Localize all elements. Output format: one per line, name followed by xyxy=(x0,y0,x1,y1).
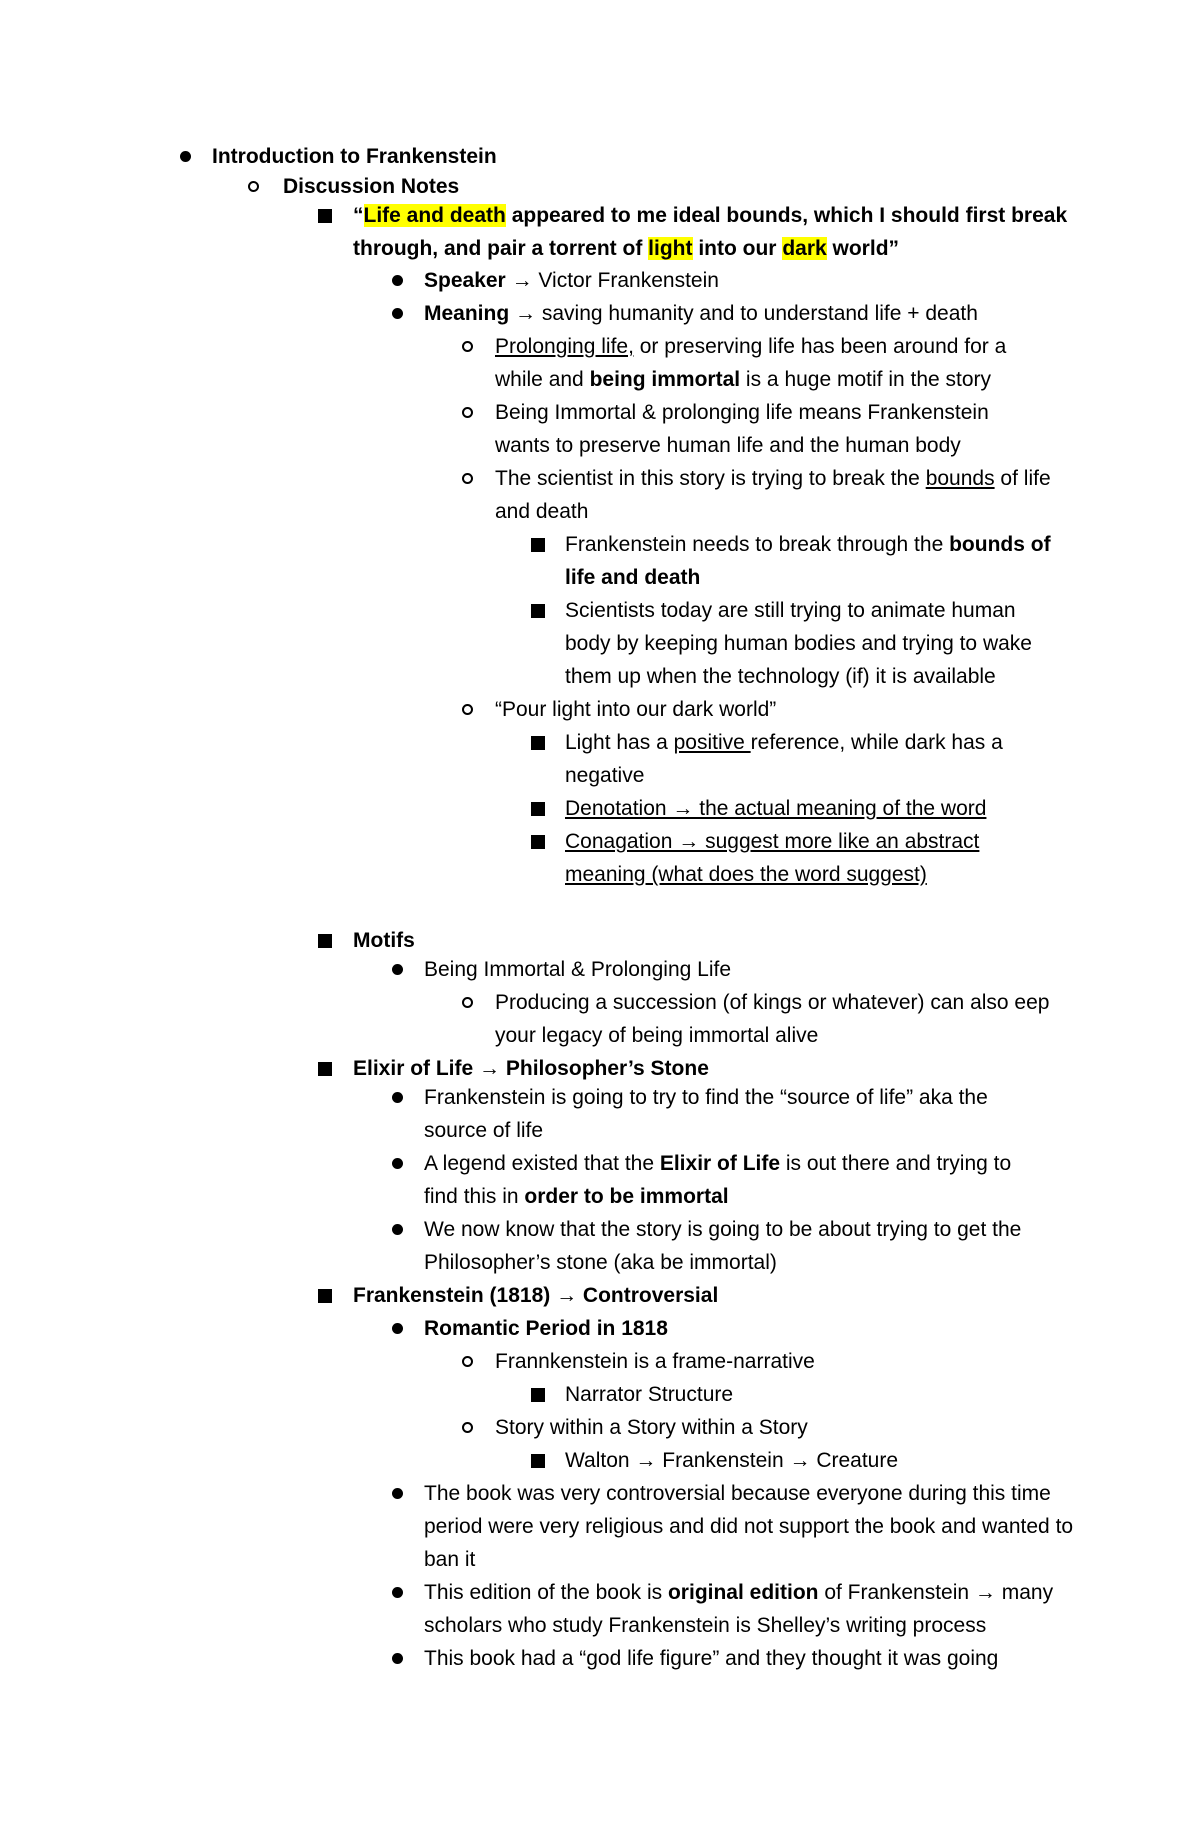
meaning-value: saving humanity and to understand life + death xyxy=(541,302,978,325)
legend-bold-2: order to be immortal xyxy=(524,1185,729,1208)
speaker-label: Speaker xyxy=(424,269,506,292)
title-item xyxy=(212,140,1032,173)
elixir-heading-text: Elixir of Life → Philosopher’s Stone xyxy=(353,1057,709,1080)
edition-item xyxy=(424,1576,1084,1642)
succession-item: Producing a succession (of kings or whatever) can also eep your legacy of being immortal alive xyxy=(495,991,1050,1047)
controversial-heading-item xyxy=(353,1279,1073,1312)
scientist-item xyxy=(495,462,1055,528)
title-text: Introduction to Frankenstein xyxy=(212,145,497,168)
light-dark-underlined: positive xyxy=(673,731,751,754)
quote-item xyxy=(353,199,1073,265)
frame-item: Frannkenstein is a frame-narrative xyxy=(495,1350,815,1373)
prolonging-underlined: Prolonging life, xyxy=(495,335,634,358)
highlight-dark: dark xyxy=(782,237,827,260)
narrator-item: Narrator Structure xyxy=(565,1383,734,1406)
source-of-life-item: Frankenstein is going to try to find the “source of life” aka the source of life xyxy=(424,1086,988,1142)
edition-text-2: of Frankenstein → many scholars who study Frankenstein is Shelley’s writing process xyxy=(424,1581,1054,1637)
prolonging-item xyxy=(495,330,1055,396)
conagation-item: Conagation → suggest more like an abstract meaning (what does the word suggest) xyxy=(565,830,980,886)
legend-bold-1: Elixir of Life xyxy=(659,1152,781,1175)
book-controversial-item: The book was very controversial because everyone during this time period were very religious and did not support the book and wanted to ban it xyxy=(424,1482,1074,1571)
romantic-text: Romantic Period in 1818 xyxy=(424,1317,668,1340)
quote-text-2: into our xyxy=(692,237,783,260)
legend-text-1: A legend existed that the xyxy=(424,1152,660,1175)
prolonging-text-1: or preserving life has been around for a while and xyxy=(495,335,1007,391)
needs-break-item xyxy=(565,528,1070,594)
quote-text-3: world” xyxy=(826,237,900,260)
prolonging-text-2: is a huge motif in the story xyxy=(740,368,992,391)
needs-break-bold: bounds of life and death xyxy=(565,533,1051,589)
scientist-underlined: bounds xyxy=(925,467,995,490)
god-figure-item: This book had a “god life figure” and they thought it was going xyxy=(424,1647,999,1670)
highlight-light: light xyxy=(648,237,693,260)
quote-text-1: appeared to me ideal bounds, which I should first break through, and pair a torrent of xyxy=(353,204,1068,260)
scientist-text-2: of life and death xyxy=(495,467,1051,523)
light-dark-text-1: Light has a xyxy=(565,731,674,754)
scientists-today-item: Scientists today are still trying to animate human body by keeping human bodies and trying to wake them up when the technology (if) it is available xyxy=(565,599,1032,688)
quote-open: “ xyxy=(353,204,364,227)
walton-item: Walton → Frankenstein → Creature xyxy=(565,1449,899,1472)
speaker-value: Victor Frankenstein xyxy=(538,269,719,292)
meaning-label: Meaning xyxy=(424,302,510,325)
edition-text-1: This edition of the book is xyxy=(424,1581,668,1604)
romantic-item xyxy=(424,1312,1104,1345)
immortal-note-item: Being Immortal & prolonging life means Frankenstein wants to preserve human life and the human body xyxy=(495,401,989,457)
prolonging-bold: being immortal xyxy=(589,368,741,391)
legend-item xyxy=(424,1147,1044,1213)
edition-bold: original edition xyxy=(667,1581,819,1604)
motifs-text: Motifs xyxy=(353,929,415,952)
speaker-item xyxy=(424,264,1104,297)
light-dark-text-2: reference, while dark has a negative xyxy=(565,731,1003,787)
section-text: Discussion Notes xyxy=(283,175,460,198)
arrow-icon: → xyxy=(505,269,539,292)
highlight-life-and-death: Life and death xyxy=(363,204,506,227)
motif-item: Being Immortal & Prolonging Life xyxy=(424,958,731,981)
arrow-icon: → xyxy=(509,302,542,325)
meaning-item xyxy=(424,297,1104,330)
light-dark-item xyxy=(565,726,1045,792)
story-within-item: Story within a Story within a Story xyxy=(495,1416,808,1439)
controversial-heading-text: Frankenstein (1818) → Controversial xyxy=(353,1284,719,1307)
pour-light-item: “Pour light into our dark world” xyxy=(495,698,777,721)
scientist-text-1: The scientist in this story is trying to break the xyxy=(495,467,926,490)
legend-text-2: is out there and trying to find this in xyxy=(424,1152,1012,1208)
denotation-item: Denotation → the actual meaning of the word xyxy=(565,797,987,820)
now-know-item: We now know that the story is going to be about trying to get the Philosopher’s stone (aka be immortal) xyxy=(424,1218,1022,1274)
needs-break-text: Frankenstein needs to break through the xyxy=(565,533,950,556)
